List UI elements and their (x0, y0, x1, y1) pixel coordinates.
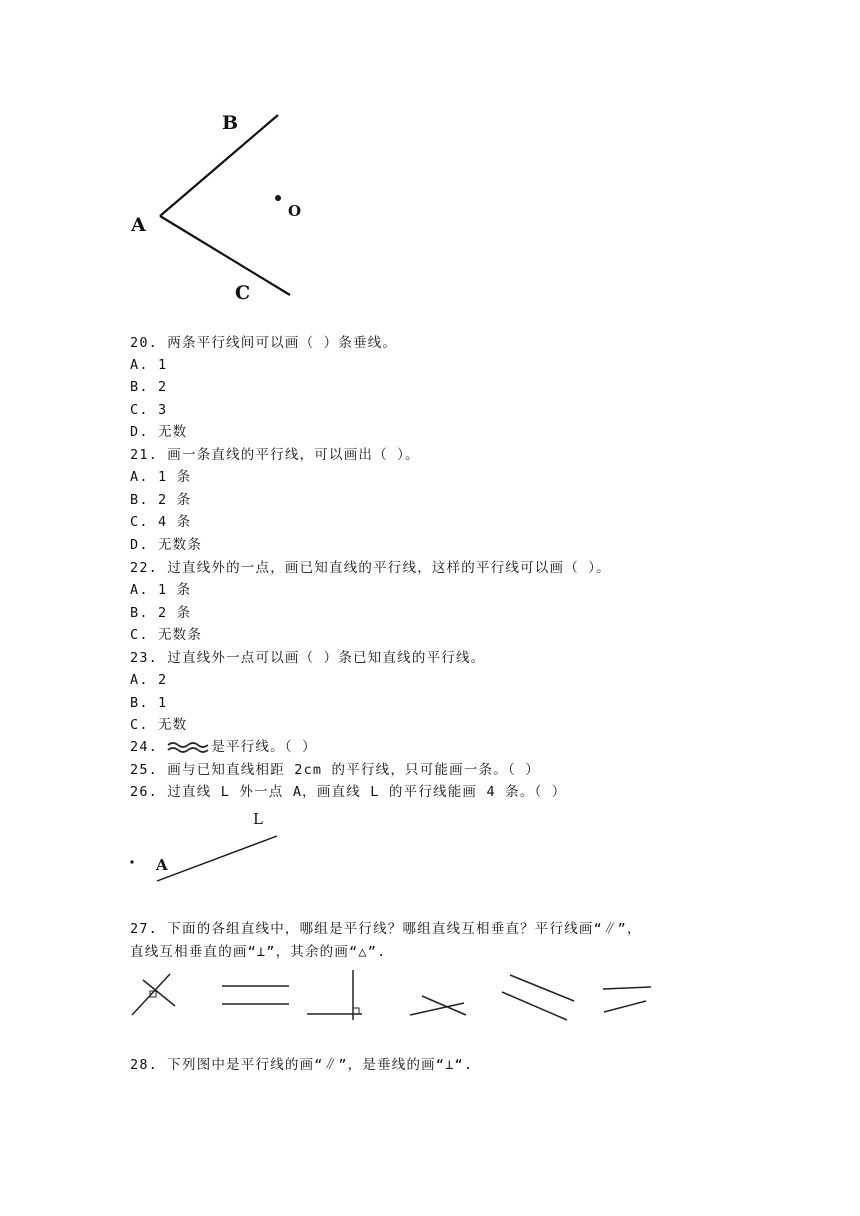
q20-option-b: B. 2 (130, 379, 168, 395)
q22-stem: 22. 过直线外的一点，画已知直线的平行线，这样的平行线可以画（ ）。 (130, 560, 611, 576)
q24-suffix: 是平行线。（ ） (211, 739, 317, 755)
label-o: O (288, 202, 302, 220)
q27-line1: 27. 下面的各组直线中，哪组是平行线？哪组直线互相垂直？平行线画“∥”， (130, 921, 642, 937)
q20-option-c: C. 3 (130, 402, 168, 418)
label-a-q26: A (156, 856, 168, 874)
group-6-other (603, 987, 651, 1012)
q23-stem: 23. 过直线外一点可以画（ ）条已知直线的平行线。 (130, 650, 486, 666)
q23-option-a: A. 2 (130, 672, 168, 688)
q26-stem: 26. 过直线 L 外一点 A，画直线 L 的平行线能画 4 条。（ ） (130, 784, 567, 800)
q22-option-a: A. 1 条 (130, 582, 192, 598)
group-1-perpendicular (132, 974, 175, 1015)
q22-option-b: B. 2 条 (130, 605, 192, 621)
group-4-intersecting (410, 996, 466, 1015)
q21-option-d: D. 无数条 (130, 537, 203, 553)
q21-option-a: A. 1 条 (130, 469, 192, 485)
q21-stem: 21. 画一条直线的平行线，可以画出（ ）。 (130, 447, 420, 463)
q20-option-a: A. 1 (130, 357, 168, 373)
q23-option-b: B. 1 (130, 695, 168, 711)
q24-prefix: 24. (130, 739, 168, 755)
group-3-perpendicular (307, 970, 362, 1020)
label-a: A (131, 214, 146, 236)
q21-option-b: B. 2 条 (130, 492, 192, 508)
q20-option-d: D. 无数 (130, 424, 188, 440)
q25-stem: 25. 画与已知直线相距 2cm 的平行线，只可能画一条。（ ） (130, 762, 540, 778)
label-l: L (253, 810, 263, 828)
q23-option-c: C. 无数 (130, 717, 188, 733)
q22-option-c: C. 无数条 (130, 627, 203, 643)
group-5-parallel (502, 975, 574, 1020)
q27-line2: 直线互相垂直的画“⊥”，其余的画“△”. (130, 944, 387, 960)
q20-stem: 20. 两条平行线间可以画（ ）条垂线。 (130, 335, 398, 351)
label-c: C (235, 282, 251, 304)
group-2-parallel (222, 986, 289, 1004)
q21-option-c: C. 4 条 (130, 514, 192, 530)
label-b: B (222, 112, 239, 134)
q28-stem: 28. 下列图中是平行线的画“∥”，是垂线的画“⊥“. (130, 1057, 474, 1073)
